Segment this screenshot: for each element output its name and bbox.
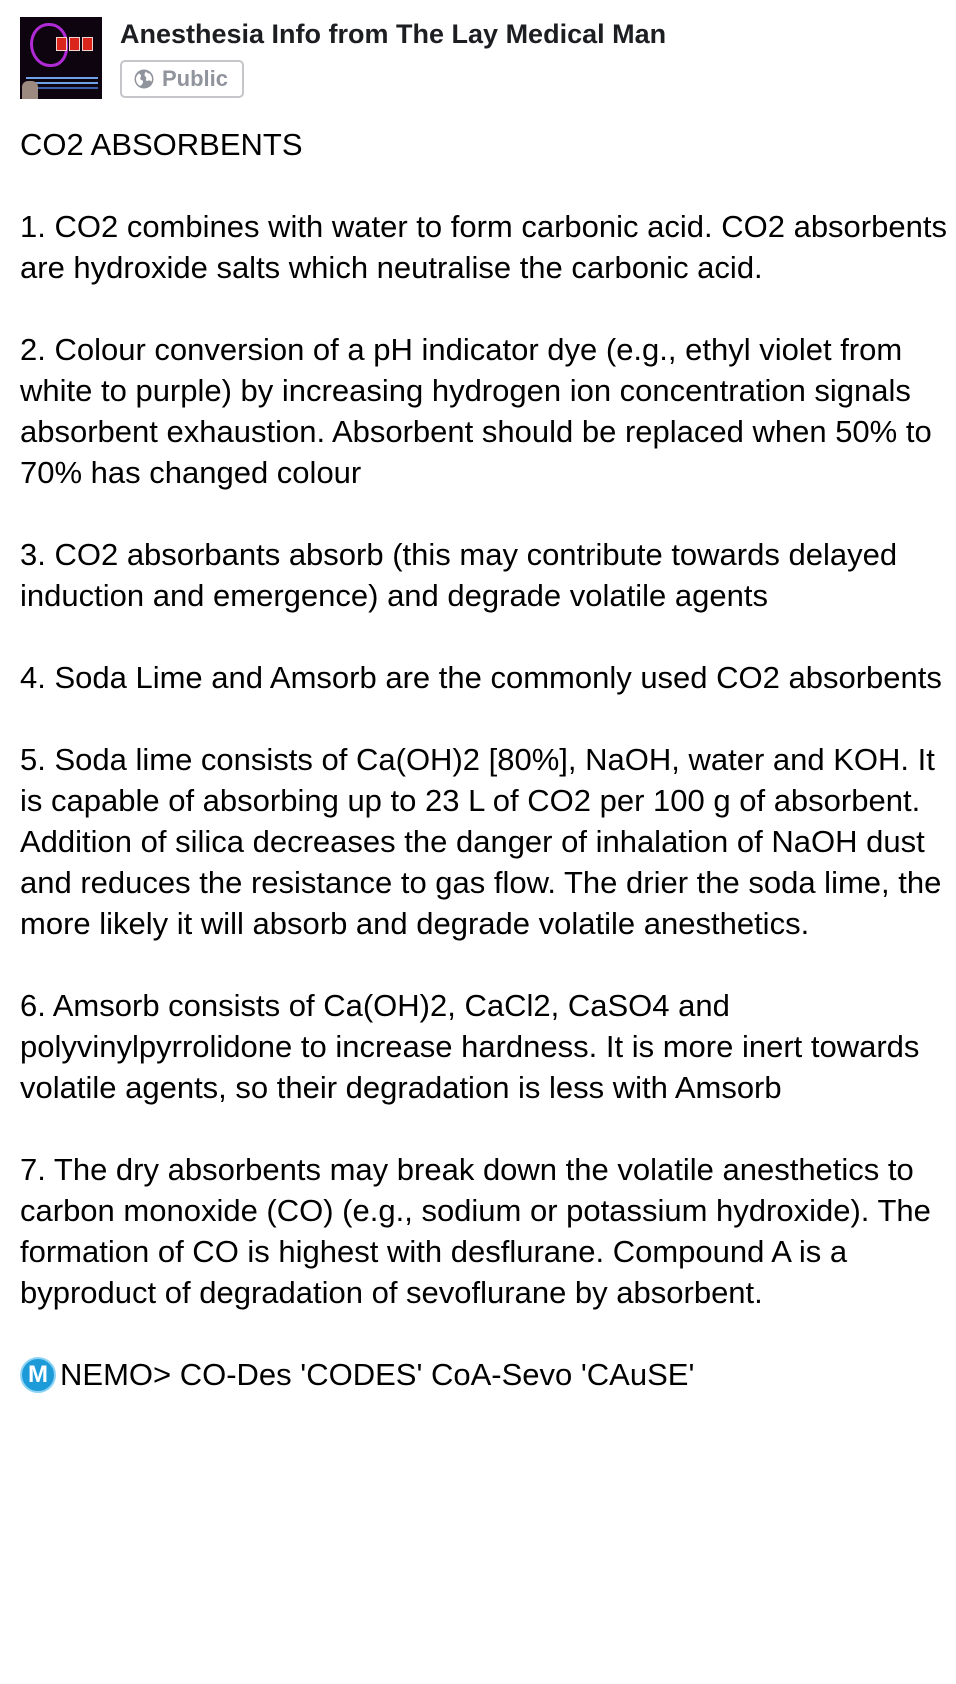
- post-point: 1. CO2 combines with water to form carbonic acid. CO2 absorbents are hydroxide salts which neutralise the carbonic acid.: [20, 209, 947, 285]
- page-avatar[interactable]: [20, 17, 102, 99]
- post-header: [20, 17, 936, 101]
- mnemonic-text: NEMO> CO-Des 'CODES' CoA-Sevo 'CAuSE': [60, 1357, 695, 1392]
- audience-label: Public: [162, 66, 229, 91]
- post-point: 7. The dry absorbents may break down the volatile anesthetics to carbon monoxide (CO) (e.g., sodium or potassium hydroxide). The formation of CO is highest with desflurane. Compound A is a byproduct of degradation of sevoflurane by absorbent.: [20, 1152, 931, 1310]
- avatar-portrait: [22, 81, 38, 99]
- post-body: [20, 124, 950, 1395]
- post-point: 2. Colour conversion of a pH indicator dye (e.g., ethyl violet from white to purple) by increasing hydrogen ion concentration signals absorbent exhaustion. Absorbent should be replaced when 50% to 70% has changed colour: [20, 332, 932, 490]
- globe-icon: [134, 69, 154, 89]
- m-circle-icon: M: [20, 1357, 56, 1393]
- post-point: 6. Amsorb consists of Ca(OH)2, CaCl2, CaSO4 and polyvinylpyrrolidone to increase hardness. It is more inert towards volatile agents, so their degradation is less with Amsorb: [20, 988, 920, 1105]
- post-heading: CO2 ABSORBENTS: [20, 127, 303, 162]
- page-name[interactable]: Anesthesia Info from The Lay Medical Man: [120, 19, 667, 49]
- post-point: 3. CO2 absorbants absorb (this may contribute towards delayed induction and emergence) and degrade volatile agents: [20, 537, 898, 613]
- avatar-logo-blocks: [56, 37, 93, 51]
- post-point: 4. Soda Lime and Amsorb are the commonly used CO2 absorbents: [20, 660, 942, 695]
- mnemonic-line: [20, 1354, 950, 1395]
- avatar-caption-lines: [26, 77, 98, 79]
- post-point: 5. Soda lime consists of Ca(OH)2 [80%], NaOH, water and KOH. It is capable of absorbing up to 23 L of CO2 per 100 g of absorbent. Addition of silica decreases the danger of inhalation of NaOH dust and reduces the resistance to gas flow. The drier the soda lime, the more likely it will absorb and degrade volatile anesthetics.: [20, 742, 942, 941]
- audience-badge[interactable]: [120, 60, 244, 98]
